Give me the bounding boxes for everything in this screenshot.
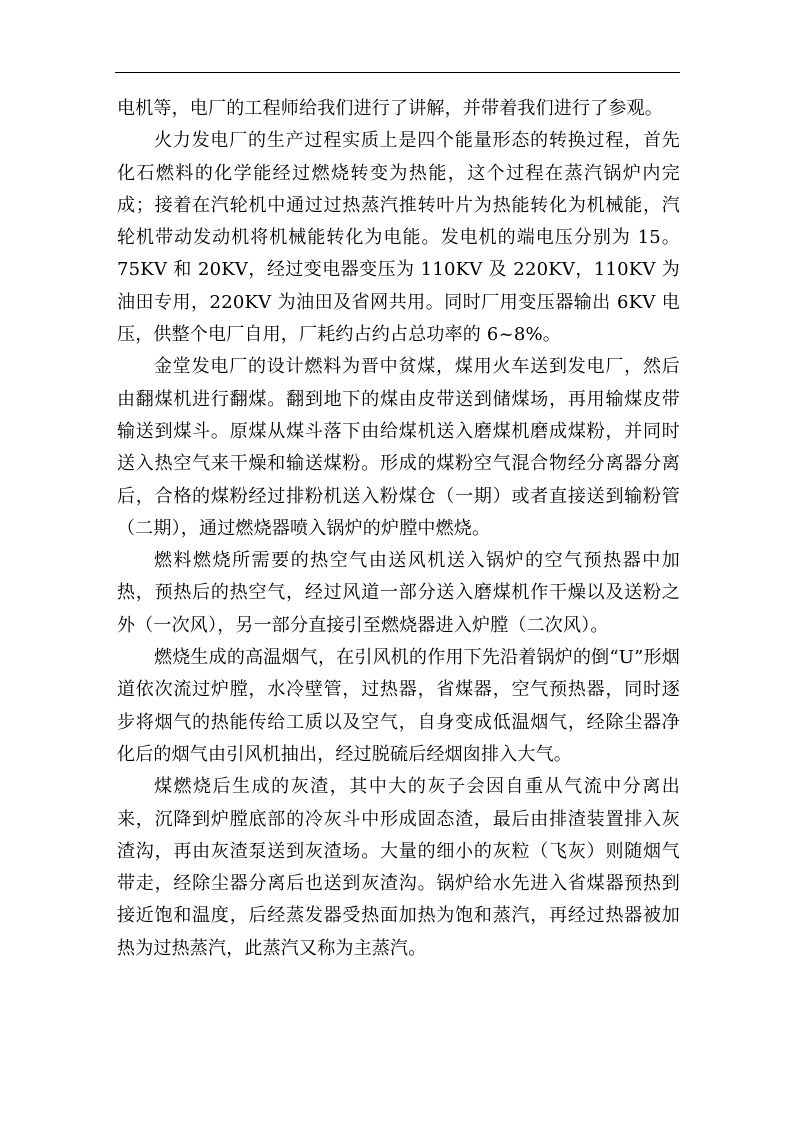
- paragraph-3: 金堂发电厂的设计燃料为晋中贫煤，煤用火车送到发电厂，然后由翻煤机进行翻煤。翻到地下的煤由皮带送到储煤场，再用输煤皮带输送到煤斗。原煤从煤斗落下由给煤机送入磨煤机磨成煤粉，并同时送入热空气来干燥和输送煤粉。形成的煤粉空气混合物经分离器分离后，合格的煤粉经过排粉机送入粉煤仓（一期）或者直接送到输粉管（二期），通过燃烧器喷入锅炉的炉膛中燃烧。: [117, 356, 680, 539]
- paragraph-6: 煤燃烧后生成的灰渣，其中大的灰子会因自重从气流中分离出来，沉降到炉膛底部的冷灰斗中形成固态渣，最后由排渣装置排入灰渣沟，再由灰渣泵送到灰渣场。大量的细小的灰粒（飞灰）则随烟气带走，经除尘器分离后也送到灰渣沟。锅炉给水先进入省煤器预热到接近饱和温度，后经蒸发器受热面加热为饱和蒸汽，再经过热器被加热为过热蒸汽，此蒸汽又称为主蒸汽。: [117, 776, 680, 959]
- paragraph-1: 电机等，电厂的工程师给我们进行了讲解，并带着我们进行了参观。: [117, 98, 663, 119]
- paragraph-5: 燃烧生成的高温烟气，在引风机的作用下先沿着锅炉的倒“U”形烟道依次流过炉膛，水冷壁管，过热器，省煤器，空气预热器，同时逐步将烟气的热能传给工质以及空气，自身变成低温烟气，经除尘器净化后的烟气由引风机抽出，经过脱硫后经烟囱排入大气。: [117, 647, 680, 765]
- document-body: [117, 93, 680, 965]
- paragraph-4: 燃料燃烧所需要的热空气由送风机送入锅炉的空气预热器中加热，预热后的热空气，经过风道一部分送入磨煤机作干燥以及送粉之外（一次风），另一部分直接引至燃烧器进入炉膛（二次风）。: [117, 550, 680, 636]
- paragraph-2: 火力发电厂的生产过程实质上是四个能量形态的转换过程，首先化石燃料的化学能经过燃烧转变为热能，这个过程在蒸汽锅炉内完成；接着在汽轮机中通过过热蒸汽推转叶片为热能转化为机械能，汽轮机带动发动机将机械能转化为电能。发电机的端电压分别为 15。75KV 和 20KV，经过变电器变压为 110KV 及 220KV，110KV 为油田专用，220KV 为油田及省网共用。同时厂用变压器输出 6KV 电压，供整个电厂自用，厂耗约占约占总功率的 6~8%。: [117, 130, 680, 346]
- header-rule: [115, 72, 680, 73]
